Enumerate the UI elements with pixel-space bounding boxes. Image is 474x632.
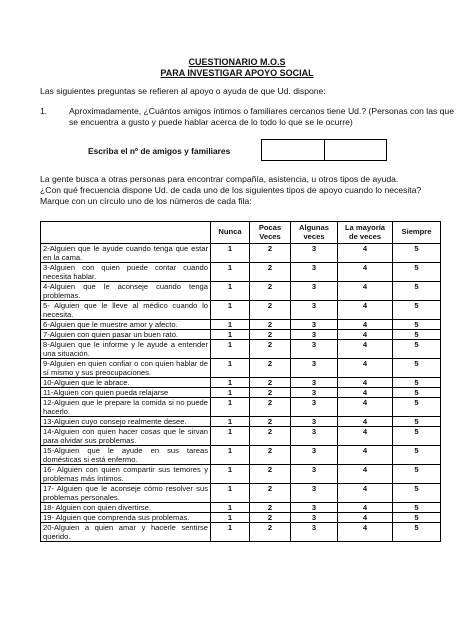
question-text: 11-Alguien con quien pueda relajarse [41, 388, 211, 398]
column-header: Siempre [393, 222, 441, 244]
frequency-option[interactable]: 4 [338, 446, 393, 465]
table-row [41, 340, 441, 359]
table-row [41, 465, 441, 484]
frequency-option[interactable]: 4 [338, 330, 393, 340]
document-subtitle: PARA INVESTIGAR APOYO SOCIAL [160, 68, 314, 78]
question-text: 8-Alguien que le informe y le ayude a entender una situación. [41, 340, 211, 359]
column-header: La mayoría de veces [338, 222, 393, 244]
frequency-option[interactable]: 5 [393, 398, 441, 417]
frequency-option[interactable]: 1 [211, 417, 250, 427]
frequency-option[interactable]: 2 [250, 417, 291, 427]
frequency-option[interactable]: 5 [393, 330, 441, 340]
frequency-option[interactable]: 1 [211, 523, 250, 542]
frequency-option[interactable]: 1 [211, 446, 250, 465]
question-text: 20-Alguien a quien amar y hacerle sentirse querido. [41, 523, 211, 542]
frequency-option[interactable]: 1 [211, 301, 250, 320]
frequency-option[interactable]: 4 [338, 523, 393, 542]
frequency-option[interactable]: 3 [291, 446, 338, 465]
question-text: 12-Alguien que le prepare la comida si no puede hacerlo. [41, 398, 211, 417]
frequency-option[interactable]: 5 [393, 282, 441, 301]
frequency-option[interactable]: 5 [393, 359, 441, 378]
frequency-option[interactable]: 2 [250, 301, 291, 320]
frequency-option[interactable]: 2 [250, 446, 291, 465]
frequency-option[interactable]: 3 [291, 503, 338, 513]
table-row [41, 263, 441, 282]
frequency-option[interactable]: 5 [393, 513, 441, 523]
friends-count-box[interactable] [262, 140, 325, 160]
frequency-option[interactable]: 1 [211, 359, 250, 378]
table-row [41, 388, 441, 398]
question-text: 9-Alguien en quien confiar o con quien hablar de sí mismo y sus preocupaciones. [41, 359, 211, 378]
frequency-option[interactable]: 3 [291, 523, 338, 542]
frequency-option[interactable]: 1 [211, 513, 250, 523]
question-text: 2-Alguien que le ayude cuando tenga que estar en la cama. [41, 244, 211, 263]
frequency-option[interactable]: 3 [291, 378, 338, 388]
table-row [41, 427, 441, 446]
frequency-option[interactable]: 3 [291, 388, 338, 398]
question-1-number: 1. [40, 106, 48, 116]
frequency-option[interactable]: 2 [250, 427, 291, 446]
frequency-option[interactable]: 5 [393, 301, 441, 320]
frequency-option[interactable]: 1 [211, 398, 250, 417]
frequency-option[interactable]: 1 [211, 263, 250, 282]
frequency-option[interactable]: 1 [211, 340, 250, 359]
frequency-option[interactable]: 1 [211, 330, 250, 340]
table-row [41, 359, 441, 378]
frequency-option[interactable]: 2 [250, 523, 291, 542]
frequency-option[interactable]: 1 [211, 320, 250, 330]
support-frequency-table [40, 221, 441, 542]
question-text: 5- Alguien que le lleve al médico cuando lo necesita. [41, 301, 211, 320]
column-header: Nunca [211, 222, 250, 244]
column-header [41, 222, 211, 244]
frequency-option[interactable]: 4 [338, 465, 393, 484]
table-row [41, 513, 441, 523]
instructions [40, 174, 460, 207]
frequency-option[interactable]: 3 [291, 465, 338, 484]
question-text: 14-Alguien con quien hacer cosas que le sirvan para olvidar sus problemas. [41, 427, 211, 446]
question-text: 6-Alguien que le muestre amor y afecto. [41, 320, 211, 330]
frequency-option[interactable]: 2 [250, 378, 291, 388]
table-row [41, 503, 441, 513]
frequency-option[interactable]: 4 [338, 417, 393, 427]
frequency-option[interactable]: 5 [393, 263, 441, 282]
frequency-option[interactable]: 2 [250, 484, 291, 503]
table-header-row [41, 222, 441, 244]
frequency-option[interactable]: 2 [250, 503, 291, 513]
instruction-line: La gente busca a otras personas para encontrar compañía, asistencia, u otros tipos de ayuda. [40, 174, 399, 184]
table-row [41, 417, 441, 427]
frequency-option[interactable]: 3 [291, 330, 338, 340]
instruction-line: ¿Con qué frecuencia dispone Ud. de cada uno de los siguientes tipos de apoyo cuando lo necesita? [40, 185, 422, 195]
frequency-option[interactable]: 3 [291, 427, 338, 446]
frequency-option[interactable]: 3 [291, 417, 338, 427]
frequency-option[interactable]: 3 [291, 398, 338, 417]
frequency-option[interactable]: 2 [250, 263, 291, 282]
frequency-option[interactable]: 4 [338, 503, 393, 513]
frequency-option[interactable]: 4 [338, 378, 393, 388]
frequency-option[interactable]: 5 [393, 446, 441, 465]
frequency-option[interactable]: 5 [393, 523, 441, 542]
friends-count-boxes [261, 139, 387, 161]
table-row [41, 282, 441, 301]
question-text: 13-Alguien cuyo consejo realmente desee. [41, 417, 211, 427]
frequency-option[interactable]: 5 [393, 465, 441, 484]
table-row [41, 378, 441, 388]
frequency-option[interactable]: 2 [250, 282, 291, 301]
frequency-option[interactable]: 4 [338, 484, 393, 503]
question-text: 16- Alguien con quien compartir sus temores y problemas más íntimos. [41, 465, 211, 484]
intro-text: Las siguientes preguntas se refieren al apoyo o ayuda de que Ud. dispone: [40, 86, 326, 96]
frequency-option[interactable]: 2 [250, 359, 291, 378]
column-header: Algunas veces [291, 222, 338, 244]
frequency-option[interactable]: 4 [338, 244, 393, 263]
frequency-option[interactable]: 5 [393, 503, 441, 513]
table-row [41, 446, 441, 465]
question-text: 15-Alguien que le ayude en sus tareas domésticas si está enfermo. [41, 446, 211, 465]
frequency-option[interactable]: 2 [250, 398, 291, 417]
table-row [41, 244, 441, 263]
frequency-option[interactable]: 2 [250, 513, 291, 523]
frequency-option[interactable]: 3 [291, 359, 338, 378]
frequency-option[interactable]: 4 [338, 398, 393, 417]
frequency-option[interactable]: 1 [211, 282, 250, 301]
frequency-option[interactable]: 4 [338, 282, 393, 301]
frequency-option[interactable]: 1 [211, 378, 250, 388]
frequency-option[interactable]: 1 [211, 244, 250, 263]
frequency-option[interactable]: 3 [291, 301, 338, 320]
frequency-option[interactable]: 3 [291, 340, 338, 359]
frequency-option[interactable]: 4 [338, 388, 393, 398]
frequency-option[interactable]: 5 [393, 378, 441, 388]
question-text: 17- Alguien que le aconseje cómo resolver sus problemas personales. [41, 484, 211, 503]
column-header: Pocas Veces [250, 222, 291, 244]
frequency-option[interactable]: 5 [393, 417, 441, 427]
frequency-option[interactable]: 5 [393, 320, 441, 330]
frequency-option[interactable]: 1 [211, 484, 250, 503]
frequency-option[interactable]: 3 [291, 484, 338, 503]
table-body [41, 244, 441, 542]
question-text: 4-Alguien que le aconseje cuando tenga problemas. [41, 282, 211, 301]
question-text: 7-Alguien con quien pasar un buen rato. [41, 330, 211, 340]
friends-count-label: Escriba el nº de amigos y familiares [88, 146, 231, 156]
frequency-option[interactable]: 2 [250, 320, 291, 330]
question-text: 3-Alguien con quien puede contar cuando necesita hablar. [41, 263, 211, 282]
document-title: CUESTIONARIO M.O.S [188, 57, 286, 67]
frequency-option[interactable]: 5 [393, 388, 441, 398]
frequency-option[interactable]: 3 [291, 244, 338, 263]
family-count-box[interactable] [325, 140, 387, 160]
frequency-option[interactable]: 3 [291, 263, 338, 282]
frequency-option[interactable]: 3 [291, 282, 338, 301]
frequency-option[interactable]: 2 [250, 388, 291, 398]
table-row [41, 301, 441, 320]
question-text: 18- Alguien con quien divertirse. [41, 503, 211, 513]
frequency-option[interactable]: 4 [338, 320, 393, 330]
question-text: 10-Alguien que le abrace. [41, 378, 211, 388]
frequency-option[interactable]: 2 [250, 330, 291, 340]
frequency-option[interactable]: 4 [338, 427, 393, 446]
frequency-option[interactable]: 1 [211, 465, 250, 484]
frequency-option[interactable]: 4 [338, 263, 393, 282]
frequency-option[interactable]: 4 [338, 340, 393, 359]
table-row [41, 484, 441, 503]
frequency-option[interactable]: 5 [393, 340, 441, 359]
question-text: 19- Alguien que comprenda sus problemas. [41, 513, 211, 523]
table-row [41, 398, 441, 417]
frequency-option[interactable]: 2 [250, 340, 291, 359]
question-1-text: Aproximadamente, ¿Cuántos amigos íntimos o familiares cercanos tiene Ud.? (Personas con las que se encuentra a gusto y puede hablar acerca de lo todo lo que se le ocurre) [69, 106, 454, 127]
frequency-option[interactable]: 4 [338, 513, 393, 523]
frequency-option[interactable]: 5 [393, 484, 441, 503]
frequency-option[interactable]: 2 [250, 244, 291, 263]
frequency-option[interactable]: 1 [211, 427, 250, 446]
frequency-option[interactable]: 3 [291, 320, 338, 330]
frequency-option[interactable]: 5 [393, 427, 441, 446]
frequency-option[interactable]: 4 [338, 301, 393, 320]
table-row [41, 320, 441, 330]
instruction-line: Marque con un círculo uno de los números de cada fila: [40, 196, 252, 206]
table-row [41, 523, 441, 542]
frequency-option[interactable]: 1 [211, 388, 250, 398]
table-row [41, 330, 441, 340]
frequency-option[interactable]: 2 [250, 465, 291, 484]
frequency-option[interactable]: 1 [211, 503, 250, 513]
frequency-option[interactable]: 4 [338, 359, 393, 378]
frequency-option[interactable]: 5 [393, 244, 441, 263]
frequency-option[interactable]: 3 [291, 513, 338, 523]
